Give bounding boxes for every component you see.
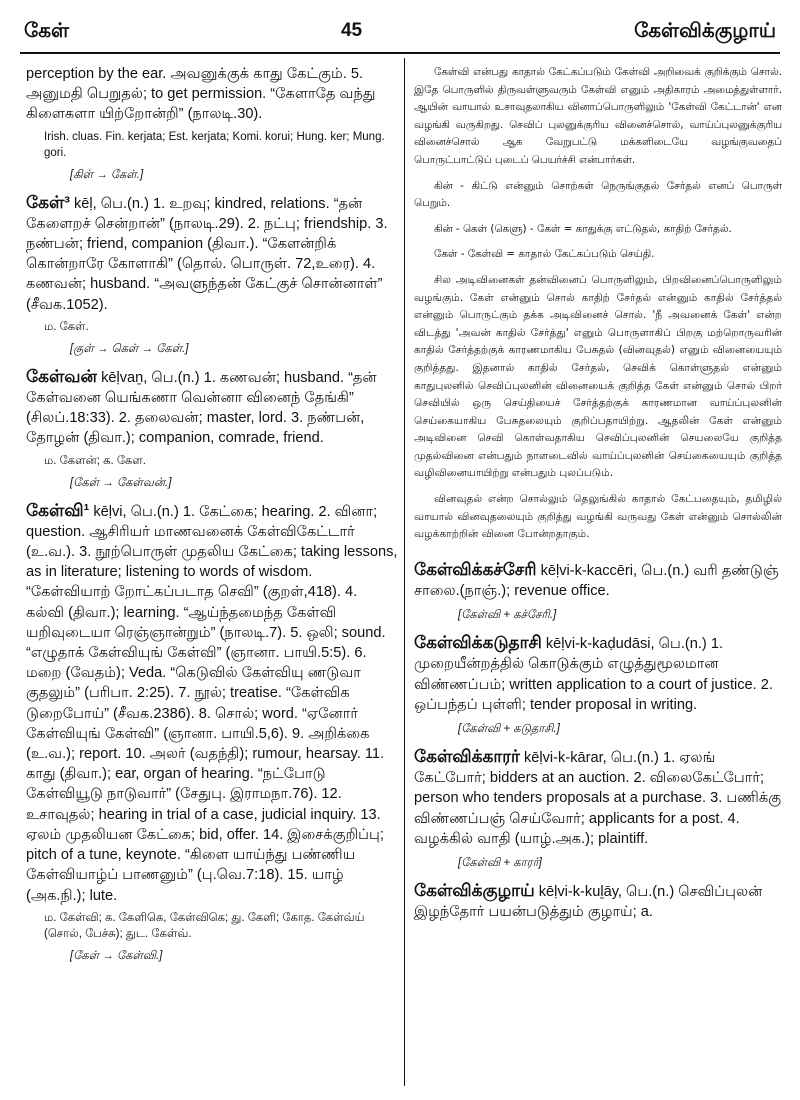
usage-note: சில அடிவினைகள் தன்வினைப் பொருளிலும், பிறவினைப்பொருளிலும் வழங்கும். கேள் என்னும் சொல் காதிற் சேர்தல் என்னும் காதில் சேர்த்தல் என்னும் பொருட்கும் தக்க அடிவினைச் சொல். 'நீ அவனைக் கேள்' என்ற விடத்து 'அவன் காதில் சேர்த்து' எனும் பொருளாகிப் பிறகு மற்றொருவரின் காதில் சேர்த்தற்குக் காரணமாகிய பேசுதல் (வினவுதல்) எனும் வினையையும் குறித்தது. இதனால் காதில் சேர்தல், செவிக் கொள்ளுதல் என்னும் காதுபுலனில் செவிப்புலனின் வினையைக் குறித்த கேள் என்னும் சொல் பிறர் செவியில் ஒரு செய்தியைச் சேர்த்தற்குக் காரணமான வாய்ப்புலனின் செய்கையாகிய பேசுதலையும் குறிப்பதாயிற்று. ஆதலின் கேள் என்னும் அடிவினை செவி கொள்வதாகிய செவிப்புலனின் செயலையே குறித்த முதல்வினை என்பதும் நாளடைவில் வாய்ப்புலனின் செய்கையையும் குறித்த வழிவினையாயிற்று என்பதும் புலப்படும். (414, 273, 782, 480)
derivation-note: [கேள்வி + கடுதாசி.] (458, 723, 560, 736)
entry-body: kēḷvi-k-kaccēri, பெ.(n.) வரி தண்டுஞ் சாலை.(நாஞ்.); revenue office. (414, 562, 779, 600)
header-right-guideword: கேள்விக்குழாய் (634, 17, 776, 42)
etymology-cognates: ம. கேள்வி; க. கேளிகெ, கேள்விகெ; து. கேளி; கோத. கேள்வ்ய் (சொல், பேச்சு); துட. கேள்வ். (44, 911, 365, 940)
entry-body: kēḷ, பெ.(n.) 1. உறவு; kindred, relations. “தன் கேளைறச் சென்றான்” (நாலடி.29). 2. நட்பு; friendship. 3. நண்பன்; friend, companion (திவா.). “கேளன்றிக் கொன்றாரே கோளாகி” (தொல். பொருள். 72,உரை). 4. கணவன்; husband. “அவளுந்தன் கேட்குச் சொன்னாள்” (சீவக.1052). (26, 195, 388, 313)
page-number: 45 (340, 20, 363, 41)
usage-note: கேள் - கேள்வி = காதால் கேட்கப்படும் செய்தி. (434, 248, 655, 261)
continued-entry-text: perception by the ear. அவனுக்குக் காது கேட்கும். 5. அனுமதி பெறுதல்; to get permission. “கேளாதே வந்து கிளைகளா யிற்றோன்றி” (நாலடி.30). (26, 66, 376, 123)
entry-body: kēḷvi-k-kaḍudāsi, பெ.(n.) 1. முறையீன்றத்தில் கொடுக்கும் எழுத்துமூலமான விண்ணப்பம்; written application to a court of justice. 2. ஒப்பந்தப் புள்ளி; tender proposal in writing. (414, 636, 773, 713)
page-header (24, 16, 776, 46)
headword: கேள்விக்குழாய் (414, 881, 535, 901)
entry-kelvan (26, 367, 398, 449)
headword: கேள்வி¹ (26, 500, 90, 520)
usage-note: கேள்வி என்பது காதால் கேட்கப்படும் கேள்வி அறிவைக் குறிக்கும் சொல். இதே பொருளில் திருவள்ளுவரும் கேள்வி எனும் அதிகாரம் அமைத்துள்ளார். ஆயின் வாயால் உசாவுதலாகிய வினாப்பொருளிலும் 'கேள்வி கேட்டான்' என வழங்கி வருகிறது. செவிப் புலனுக்குரிய வினைச்சொல், வாய்ப்புலனுக்குரிய வினைச்சொல் ஆக வேறுபட்டு மக்களிடையே வழங்குவதைப் பொருட்பாட்டுப் புடைப் பெயர்ச்சி என்பார்கள். (414, 66, 782, 166)
entry-body: kēḷvi-k-kārar, பெ.(n.) 1. ஏலங் கேட்போர்; bidders at an auction. 2. விலைகேட்போர்; person who tenders proposals at a purchase. 3. பணிக்கு விண்ணப்பஞ் செய்வோர்; applicants for a post. 4. வழக்கில் வாதி (யாழ்.அக.); plaintiff. (414, 750, 782, 847)
headword: கேள்விக்காரர் (414, 747, 520, 767)
usage-note: கின் - கிட்டு என்னும் சொற்கள் நெருங்குதல் சேர்தல் எனப் பொருள் பெறும். (414, 179, 782, 210)
headword: கேள்³ (26, 192, 70, 212)
etymology-cognates: ம. கேள். (44, 320, 89, 333)
etymology-cognates: Irish. cluas. Fin. kerjata; Est. kerjata; Komi. korui; Hung. ker; Mung. gori. (44, 130, 385, 159)
derivation-note: [கேள் → கேள்வன்.] (70, 476, 172, 489)
entry-kelvi-k-kulay (414, 881, 782, 922)
header-rule (20, 52, 780, 54)
entry-kelvi1 (26, 501, 398, 906)
headword: கேள்வன் (26, 366, 98, 386)
headword: கேள்விக்கடுதாசி (414, 633, 542, 653)
derivation-note: [கேள்வி + காரர்] (458, 857, 542, 870)
header-left-guideword: கேள் (24, 17, 70, 42)
entry-kelvi-k-karar (414, 747, 782, 849)
entry-body: kēḷvi, பெ.(n.) 1. கேட்கை; hearing. 2. வினா; question. ஆசிரியர் மாணவனைக் கேள்விகேட்டார் (உ.வ.). 3. நூற்பொருள் முதலிய கேட்கை; taking lessons, as in literature; listening to words of wisdom. “கேள்வியாற் றோட்கப்படாத செவி” (குறள்,418). 4. கல்வி (திவா.); learning. “ஆய்ந்தமைந்த கேள்வி யறிவுடையா ரெஞ்ஞான்றும்” (நாலடி.7). 5. ஒலி; sound. “எழுதாக் கேள்வியுங் கேள்வி” (ஞானா. பாயி.5:5). 6. மறை (வேதம்); Veda. “கெடுவில் கேள்வியு ணடுவா குதலும்” (பரிபா. 2:25). 7. நூல்; treatise. “கேள்விக டுறைபோய்” (சீவக.2386). 8. சொல்; word. “ஏனோர் கேள்வியுங் கேள்வி” (ஞானா. பாயி.5,6). 9. அறிக்கை (உ.வ.); report. 10. அலர் (வதந்தி); rumour, hearsay. 11. காது (திவா.); ear, organ of hearing. “நட்போடு கேள்வியூடு நாடுவார்” (சேதுபு. இராமநா.76). 12. உசாவுதல்; hearing in trial of a case, judicial inquiry. 13. ஏலம் முதலியன கேட்கை; bid, offer. 14. இசைக்குறிப்பு; pitch of a tune, keynote. “கிளை யாய்ந்து பண்ணிய கேள்வியாழ்ப் பாணனும்” (பு.வெ.7:18). 15. யாழ் (அக.நி.); lute. (26, 503, 398, 904)
derivation-note: [கிள் → கேள்.] (70, 168, 144, 181)
usage-note: கின் - கெள் (கெளு) - கேள் = காதுக்கு எட்டுதல், காதிற் சேர்தல். (434, 222, 732, 235)
column-divider (404, 58, 405, 1086)
entry-body: kēḷvaṉ, பெ.(n.) 1. கணவன்; husband. “தன் கேள்வனை யெங்கணா வென்னா வினைந் தேங்கி” (சிலப்.18:33). 2. தலைவன்; master, lord. 3. நண்பன், தோழன் (திவா.); companion, comrade, friend. (26, 369, 377, 447)
derivation-note: [கேள் → கேள்வி.] (70, 949, 163, 962)
entry-body: kēḷvi-k-kuḻāy, பெ.(n.) செவிப்புலன் இழந்தோர் பயன்படுத்தும் குழாய்; a. (414, 884, 763, 921)
entry-kel3 (26, 193, 398, 315)
entry-kelvi-k-kacceri (414, 560, 782, 601)
usage-note: வினவுதல் என்ற சொல்லும் தெலுங்கில் காதால் கேட்பதையும், தமிழில் வாயால் வினவுதலையும் குறித்து வழங்கி வருவது கேள் என்னும் சொல்லின் வழக்காற்றின் வினை போன்றதாகும். (414, 493, 782, 541)
right-column (414, 64, 782, 922)
headword: கேள்விக்கச்சேரி (414, 559, 537, 579)
derivation-note: [குள் → கெள் → கேள்.] (70, 342, 189, 355)
left-column (26, 64, 398, 974)
derivation-note: [கேள்வி + கச்சேரி.] (458, 609, 557, 622)
etymology-cognates: ம. கேளன்; க. கேள. (44, 454, 146, 467)
entry-kelvi-k-kadudasi (414, 633, 782, 715)
